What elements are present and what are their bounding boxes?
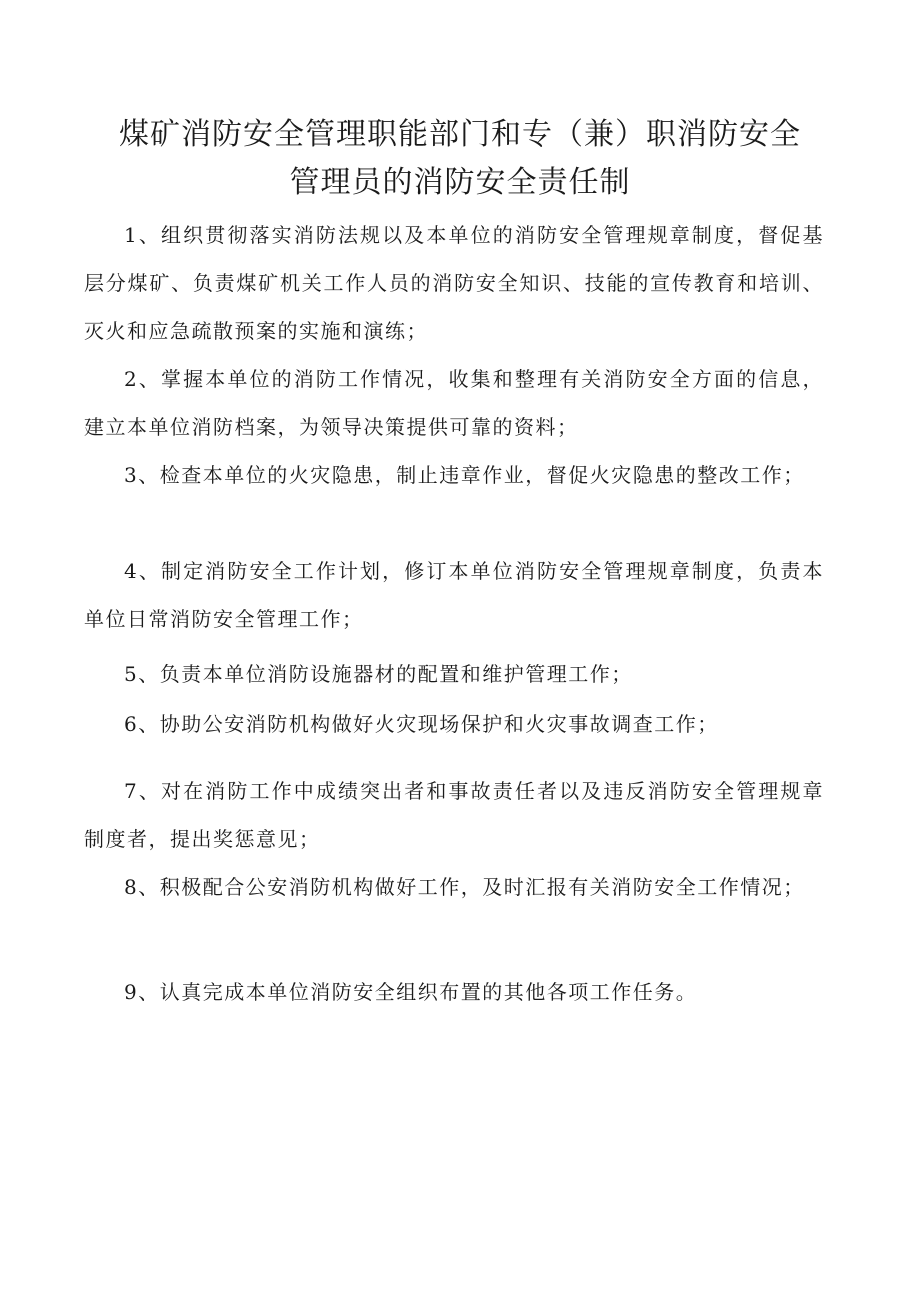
responsibility-item-2: 2、掌握本单位的消防工作情况，收集和整理有关消防安全方面的信息，建立本单位消防档案，为领导决策提供可靠的资料； <box>84 367 824 439</box>
document-title-line-2: 管理员的消防安全责任制 <box>289 165 631 200</box>
responsibility-item-5: 5、负责本单位消防设施器材的配置和维护管理工作； <box>124 662 633 686</box>
responsibility-item-9: 9、认真完成本单位消防安全组织布置的其他各项工作任务。 <box>124 980 698 1004</box>
responsibility-item-1: 1、组织贯彻落实消防法规以及本单位的消防安全管理规章制度，督促基层分煤矿、负责煤矿机关工作人员的消防安全知识、技能的宣传教育和培训、灭火和应急疏散预案的实施和演练； <box>84 223 824 343</box>
responsibility-item-4: 4、制定消防安全工作计划，修订本单位消防安全管理规章制度，负责本单位日常消防安全管理工作； <box>84 559 824 631</box>
responsibility-item-7: 7、对在消防工作中成绩突出者和事故责任者以及违反消防安全管理规章制度者，提出奖惩意见； <box>84 779 824 851</box>
responsibility-item-3: 3、检查本单位的火灾隐患，制止违章作业，督促火灾隐患的整改工作； <box>124 463 805 487</box>
responsibility-item-8: 8、积极配合公安消防机构做好工作，及时汇报有关消防安全工作情况； <box>124 875 805 899</box>
responsibility-item-6: 6、协助公安消防机构做好火灾现场保护和火灾事故调查工作； <box>124 712 719 736</box>
document-title-line-1: 煤矿消防安全管理职能部门和专（兼）职消防安全 <box>119 117 801 152</box>
